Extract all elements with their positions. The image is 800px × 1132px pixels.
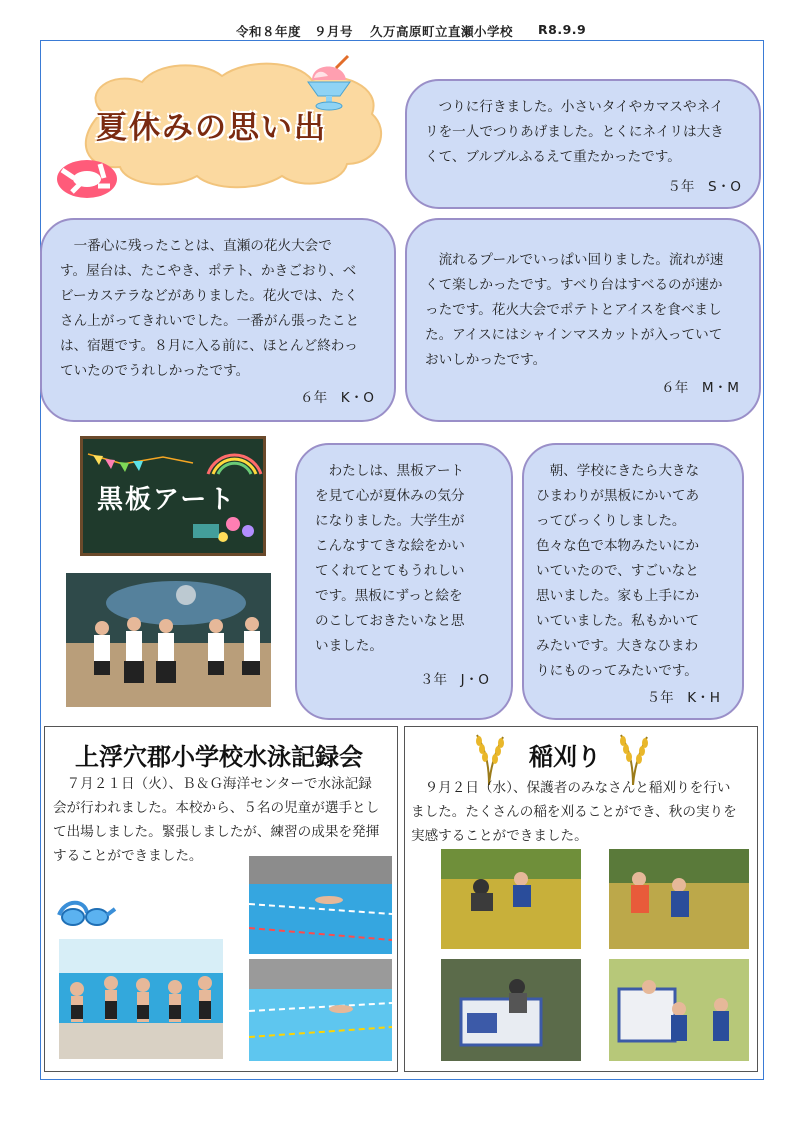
essay-2-line-2: す。屋台は、たこやき、ポテト、かきごおり、ベ [60, 263, 357, 279]
rice-harvest-section [404, 726, 758, 1072]
essay-4-line-5: てくれてとてもうれしい [315, 563, 465, 579]
rice-harvest-line-2: ました。たくさんの稲を刈ることができ、秋の実りを [411, 804, 737, 820]
essay-5-line-2: ひまわりが黒板にかいてあ [536, 488, 700, 504]
swim-meet-line-4: することができました。 [53, 848, 203, 864]
essay-4-line-1: わたしは、黒板アート [315, 463, 465, 479]
issue-date: 令和８年度 ９月号 [236, 24, 354, 39]
school-name: 久万高原町立直瀬小学校 [370, 24, 514, 39]
swim-meet-line-1: ７月２１日（火）、Ｂ＆Ｇ海洋センターで水泳記録 [53, 776, 372, 792]
essay-2-line-4: さん上がってきれいでした。一番がん張ったこと [60, 313, 360, 329]
blackboard-sign-text: 黒板アート [97, 485, 237, 515]
swim-team-photo [59, 939, 223, 1059]
rice-harvest-line-1: ９月２日（水）、保護者のみなさんと稲刈りを行い [411, 780, 731, 796]
publish-date: R8.9.9 [538, 22, 587, 37]
essay-3-line-3: ったです。花火大会でポテトとアイスを食べまし [425, 302, 722, 318]
swim-team-illustration [59, 939, 223, 1059]
essay-5-line-4: 色々な色で本物みたいにか [536, 538, 700, 554]
essay-5-line-5: いていたので、すごいなと [536, 563, 699, 579]
harvest-group-photo [609, 959, 749, 1061]
swim-meet-line-3: て出場しました。緊張しましたが、練習の成果を発揮 [53, 824, 380, 840]
blackboard-art-photo [80, 436, 266, 556]
essay-bubble-2 [40, 218, 396, 422]
swim-meet-title: 上浮穴郡小学校水泳記録会 [75, 743, 363, 771]
essay-2-line-3: ビーカステラなどがありました。花火では、たく [60, 288, 358, 304]
essay-3-line-4: た。アイスにはシャインマスカットが入っていて [425, 327, 723, 343]
shaved-ice-icon [302, 54, 356, 114]
essay-5-line-6: 思いました。家も上手にか [536, 588, 700, 604]
essay-2-line-6: ていたのでうれしかったです。 [60, 363, 250, 379]
essay-3-line-5: おいしかったです。 [425, 352, 547, 368]
swim-meet-line-2: 会が行われました。本校から、５名の児童が選手とし [53, 800, 380, 816]
essay-4-line-4: こんなすてきな絵をかい [315, 538, 465, 554]
essay-3-signature: ６年 M・M [661, 380, 739, 396]
essay-bubble-4 [295, 443, 513, 720]
essay-1-signature: ５年 S・O [667, 179, 741, 195]
essay-bubble-3 [405, 218, 761, 422]
rice-field-photo-2-illustration [609, 849, 749, 949]
essay-3-line-1: 流れるプールでいっぱい回りました。流れが速 [425, 252, 724, 268]
children-photo-illustration [66, 573, 271, 707]
pool-photo-1 [249, 856, 392, 954]
essay-bubble-5 [522, 443, 744, 720]
essay-5-line-3: ってびっくりしました。 [536, 513, 686, 529]
rice-harvest-title: 稲刈り [529, 743, 601, 771]
essay-5-line-1: 朝、学校にきたら大きな [536, 463, 700, 479]
essay-2-line-5: は、宿題です。８月に入る前に、ほとんど終わっ [60, 338, 358, 354]
page-title: 夏休みの思い出 [96, 110, 327, 146]
rice-field-photo-1-illustration [441, 849, 581, 949]
essay-2-line-1: 一番心に残ったことは、直瀬の花火大会で [60, 238, 332, 254]
pool-photo-2 [249, 959, 392, 1061]
swim-meet-section [44, 726, 398, 1072]
essay-4-line-7: のこしておきたいなと思 [315, 613, 465, 629]
essay-4-line-8: いました。 [315, 638, 383, 654]
swim-ring-icon [54, 156, 120, 202]
essay-1-line-2: リを一人でつりあげました。とくにネイリは大き [425, 124, 724, 140]
essay-5-signature: ５年 K・H [646, 690, 720, 706]
essay-3-line-2: くて楽しかったです。すべり台はすべるのが速か [425, 277, 723, 293]
essay-1-line-3: くて、ブルブルふるえて重たかったです。 [425, 149, 681, 165]
combine-harvester-photo [441, 959, 581, 1061]
essay-4-line-6: です。黒板にずっと絵を [315, 588, 463, 604]
essay-5-line-9: りにものってみたいです。 [536, 663, 698, 679]
essay-5-line-7: いていました。私もかいて [536, 613, 700, 629]
harvest-group-illustration [609, 959, 749, 1061]
essay-5-line-8: みたいです。大きなひまわ [536, 638, 699, 654]
essay-4-signature: ３年 J・O [419, 672, 489, 688]
pool-photo-1-illustration [249, 856, 392, 954]
essay-4-line-2: を見て心が夏休みの気分 [315, 488, 465, 504]
pool-photo-2-illustration [249, 959, 392, 1061]
rice-field-photo-2 [609, 849, 749, 949]
essay-bubble-1 [405, 79, 761, 209]
essay-1-line-1: つりに行きました。小さいタイやカマスやネイ [425, 99, 724, 115]
newsletter-header [0, 22, 800, 42]
combine-harvester-illustration [441, 959, 581, 1061]
essay-4-line-3: になりました。大学生が [315, 513, 465, 529]
goggles-icon [55, 895, 117, 931]
essay-2-signature: ６年 K・O [300, 390, 374, 406]
children-blackboard-photo [66, 573, 271, 707]
rice-field-photo-1 [441, 849, 581, 949]
rice-harvest-line-3: 実感することができました。 [411, 828, 588, 844]
